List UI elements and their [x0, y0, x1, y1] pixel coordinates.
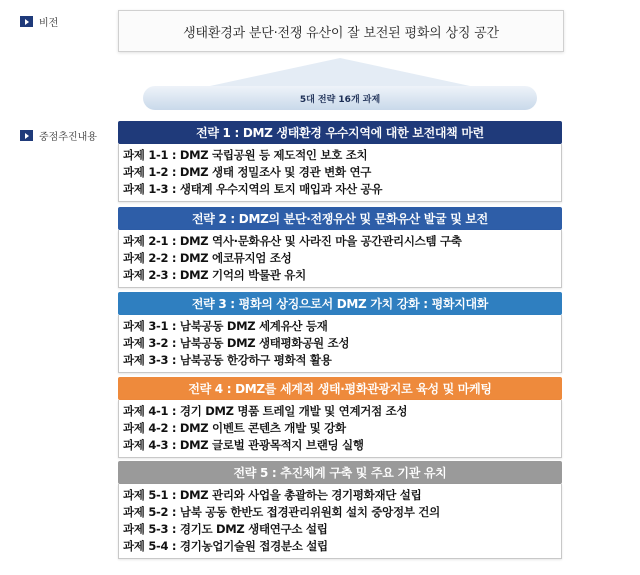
play-triangle-icon: [20, 16, 33, 27]
task-3-2: 과제 3-2 : 남북공동 DMZ 생태평화공원 조성: [123, 336, 350, 350]
task-5-2: 과제 5-2 : 남북 공동 한반도 접경관리위원회 설치 중앙정부 건의: [123, 505, 440, 519]
strategy-4-header: 전략 4 : DMZ를 세계적 생태·평화관광지로 육성 및 마케팅: [118, 377, 562, 400]
summary-text: 5대 전략 16개 과제: [299, 94, 381, 105]
vision-box: [118, 10, 564, 52]
strategy-1-header: 전략 1 : DMZ 생태환경 우수지역에 대한 보전대책 마련: [118, 121, 562, 144]
strategy-4-tasks: [118, 400, 562, 458]
strategy-2: [118, 207, 562, 288]
task-2-1: 과제 2-1 : DMZ 역사·문화유산 및 사라진 마을 공간관리시스템 구축: [123, 234, 462, 248]
focus-label-text: 중점추진내용: [39, 132, 97, 143]
task-5-1: 과제 5-1 : DMZ 관리와 사업을 총괄하는 경기평화재단 설립: [123, 488, 422, 502]
strategy-5-tasks: [118, 484, 562, 559]
task-5-3: 과제 5-3 : 경기도 DMZ 생태연구소 설립: [123, 522, 328, 536]
vision-text: 생태환경과 분단·전쟁 유산이 잘 보전된 평화의 상징 공간: [183, 25, 499, 41]
strategy-1-tasks: [118, 144, 562, 202]
play-triangle-icon: [20, 130, 33, 141]
vision-label-text: 비전: [39, 18, 59, 29]
strategy-2-header: 전략 2 : DMZ의 분단·전쟁유산 및 문화유산 발굴 및 보전: [118, 207, 562, 230]
vision-label: [20, 14, 58, 29]
strategy-3-tasks: [118, 315, 562, 373]
task-1-3: 과제 1-3 : 생태계 우수지역의 토지 매입과 자산 공유: [123, 182, 383, 196]
task-4-3: 과제 4-3 : DMZ 글로벌 관광목적지 브랜딩 실행: [123, 438, 364, 452]
task-3-1: 과제 3-1 : 남북공동 DMZ 세계유산 등재: [123, 319, 328, 333]
strategy-2-tasks: [118, 230, 562, 288]
strategy-3: [118, 292, 562, 373]
summary-pill: [143, 86, 537, 110]
task-3-3: 과제 3-3 : 남북공동 한강하구 평화적 활용: [123, 353, 332, 367]
strategy-5-header: 전략 5 : 추진체계 구축 및 주요 기관 유치: [118, 461, 562, 484]
up-arrow-shape: [210, 58, 470, 86]
task-5-4: 과제 5-4 : 경기농업기술원 접경분소 설립: [123, 539, 328, 553]
task-1-1: 과제 1-1 : DMZ 국립공원 등 제도적인 보호 조치: [123, 148, 368, 162]
task-2-2: 과제 2-2 : DMZ 에코뮤지엄 조성: [123, 251, 292, 265]
focus-label: [20, 128, 97, 143]
task-4-2: 과제 4-2 : DMZ 이벤트 콘텐츠 개발 및 강화: [123, 421, 346, 435]
strategy-4: [118, 377, 562, 458]
task-2-3: 과제 2-3 : DMZ 기억의 박물관 유치: [123, 268, 306, 282]
strategy-1: [118, 121, 562, 202]
strategy-3-header: 전략 3 : 평화의 상징으로서 DMZ 가치 강화 : 평화지대화: [118, 292, 562, 315]
task-4-1: 과제 4-1 : 경기 DMZ 명품 트레일 개발 및 연계거점 조성: [123, 404, 408, 418]
strategy-5: [118, 461, 562, 559]
task-1-2: 과제 1-2 : DMZ 생태 정밀조사 및 경관 변화 연구: [123, 165, 372, 179]
